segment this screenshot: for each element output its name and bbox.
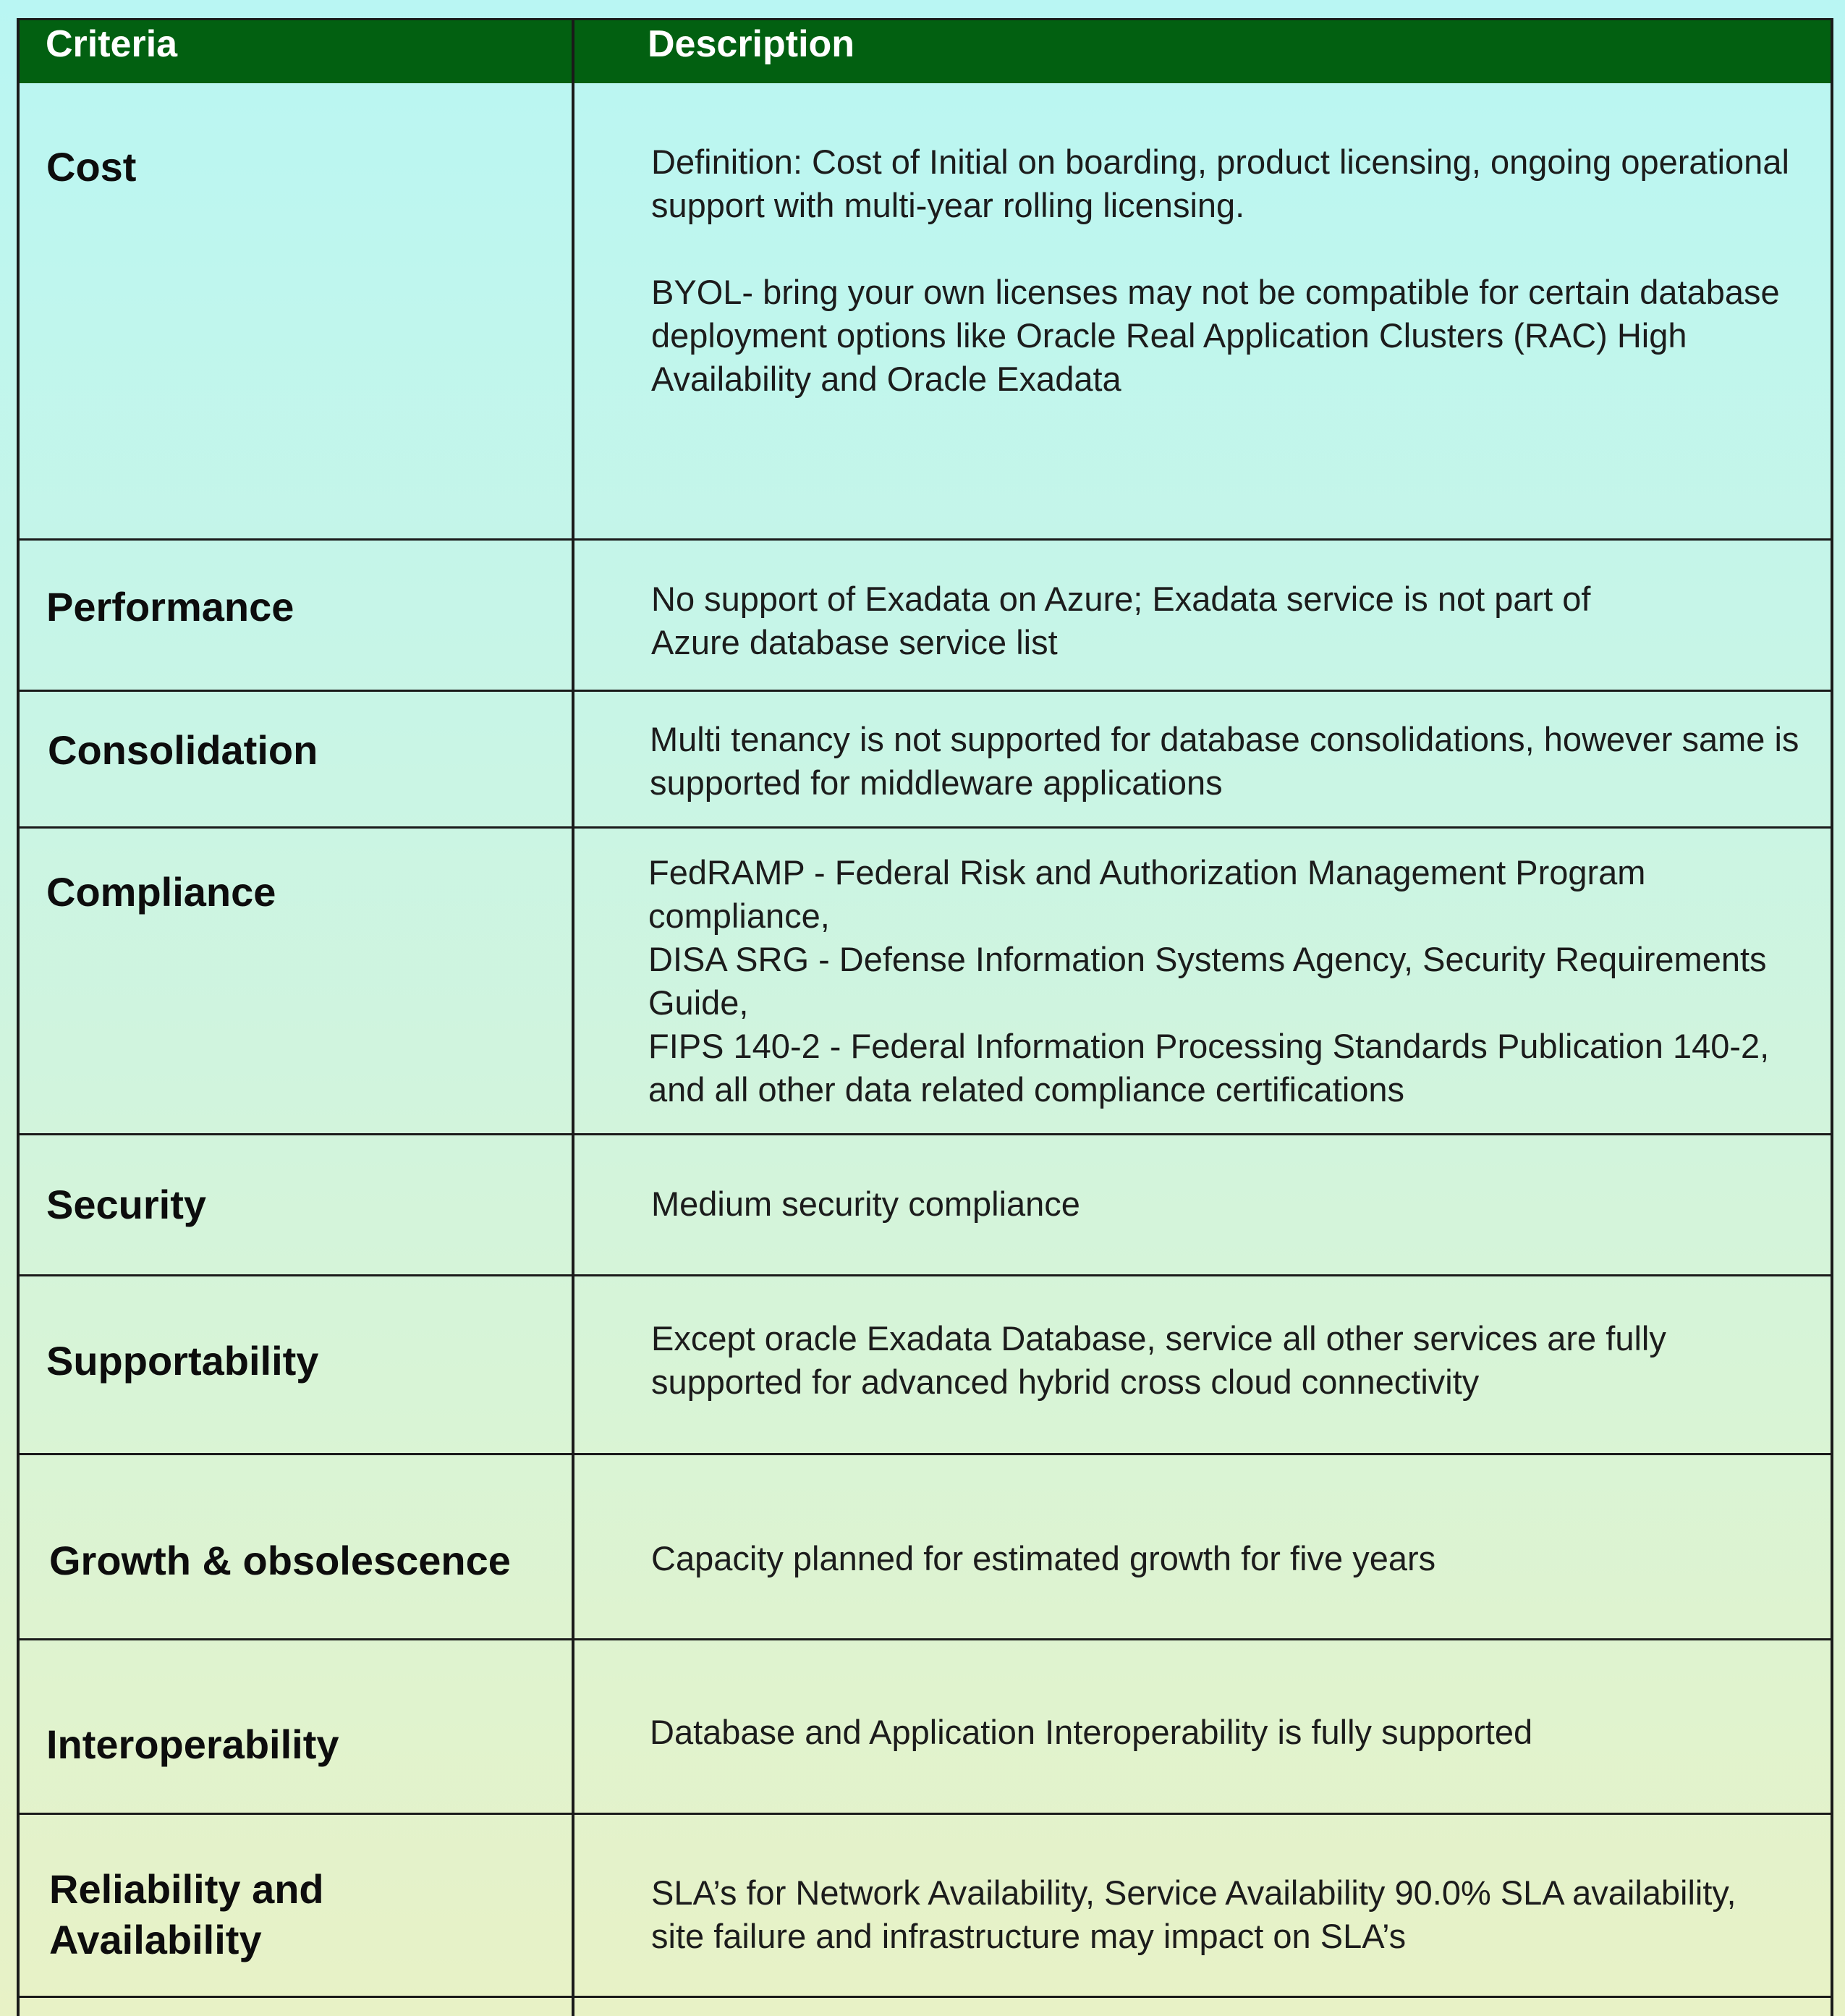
criteria-column-header: Criteria	[46, 23, 178, 65]
description-line: BYOL- bring your own licenses may not be compatible for certain database deployment options like Oracle Real Application Clusters (RAC) High Availability and Oracle Exadata	[651, 273, 1780, 398]
row-divider	[18, 1996, 1833, 1998]
description-line: FedRAMP - Federal Risk and Authorization Management Program compliance,	[648, 853, 1646, 935]
criteria-interoperability: Interoperability	[46, 1721, 339, 1767]
description-line: Capacity planned for estimated growth for five years	[651, 1539, 1436, 1577]
table-border-top	[18, 18, 1833, 20]
row-divider	[18, 1133, 1833, 1135]
criteria-performance: Performance	[46, 584, 294, 630]
description-line: No support of Exadata on Azure; Exadata service is not part of Azure database service list	[651, 580, 1591, 661]
description-compliance	[648, 851, 1806, 1111]
criteria-consolidation: Consolidation	[48, 727, 318, 773]
description-line: DISA SRG - Defense Information Systems Agency, Security Requirements Guide,	[648, 940, 1767, 1022]
row-divider	[18, 1638, 1833, 1640]
criteria-line: Reliability and	[49, 1866, 324, 1912]
row-divider	[18, 538, 1833, 541]
description-consolidation	[650, 718, 1807, 805]
description-interoperability	[650, 1711, 1807, 1754]
description-supportability	[651, 1317, 1809, 1404]
description-performance	[651, 577, 1650, 664]
criteria-line: Availability	[49, 1917, 262, 1962]
criteria-cost: Cost	[46, 144, 137, 190]
description-cost	[651, 140, 1809, 401]
criteria-security: Security	[46, 1182, 206, 1227]
column-divider	[572, 18, 574, 2016]
row-divider	[18, 1274, 1833, 1276]
description-column-header: Description	[648, 23, 855, 65]
criteria-compliance: Compliance	[46, 869, 276, 915]
criteria-growth-obsolescence: Growth & obsolescence	[49, 1538, 511, 1583]
criteria-supportability: Supportability	[46, 1338, 319, 1384]
description-line: FIPS 140-2 - Federal Information Processing Standards Publication 140-2, and all other data related compliance certifications	[648, 1027, 1770, 1109]
table-border-right	[1831, 18, 1833, 2016]
row-divider	[18, 690, 1833, 692]
table-border-left	[17, 18, 20, 2016]
row-divider	[18, 1453, 1833, 1455]
description-security	[651, 1182, 1809, 1226]
row-divider	[18, 1813, 1833, 1815]
description-line: Except oracle Exadata Database, service all other services are fully supported for advanced hybrid cross cloud connectivity	[651, 1319, 1666, 1401]
description-line: Multi tenancy is not supported for database consolidations, however same is supported for middleware applications	[650, 720, 1799, 802]
table-header	[18, 18, 1833, 83]
description-line: Definition: Cost of Initial on boarding, product licensing, ongoing operational support with multi-year rolling licensing.	[651, 143, 1789, 224]
description-line: Medium security compliance	[651, 1185, 1080, 1223]
description-growth-obsolescence	[651, 1537, 1809, 1580]
description-line: Database and Application Interoperability is fully supported	[650, 1713, 1533, 1751]
row-divider	[18, 826, 1833, 829]
description-line: SLA’s for Network Availability, Service Availability 90.0% SLA availability, site failure and infrastructure may impact on SLA’s	[651, 1873, 1736, 1955]
criteria-reliability-availability	[49, 1864, 324, 1965]
description-reliability-availability	[651, 1871, 1794, 1958]
